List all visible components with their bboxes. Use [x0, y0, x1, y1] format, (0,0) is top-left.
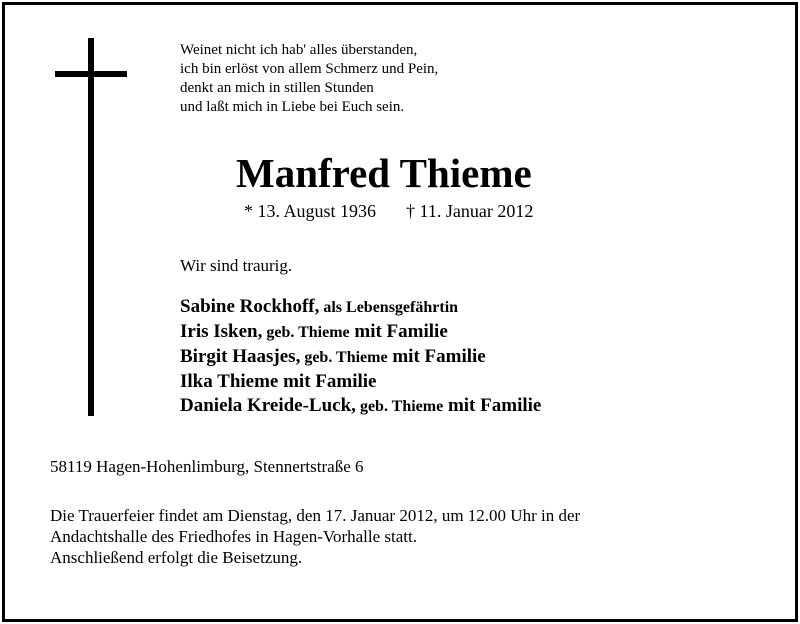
funeral-line: Die Trauerfeier findet am Dienstag, den 17. Januar 2012, um 12.00 Uhr in der	[50, 506, 581, 525]
birth-date: * 13. August 1936	[244, 201, 377, 221]
life-dates	[244, 200, 533, 222]
funeral-info	[50, 505, 580, 568]
mourning-line: Wir sind traurig.	[180, 256, 293, 275]
mourner-family: mit Familie	[349, 321, 448, 342]
poem-line: denkt an mich in stillen Stunden	[180, 80, 374, 96]
death-date: † 11. Januar 2012	[406, 201, 534, 221]
mourner-family: mit Familie	[443, 395, 542, 416]
mourner-name: Daniela Kreide-Luck,	[180, 395, 356, 416]
mourner-family: mit Familie	[387, 346, 486, 367]
mourner-relation: geb. Thieme	[355, 398, 444, 415]
address: 58119 Hagen-Hohenlimburg, Stennertstraße 6	[50, 457, 364, 476]
mourners-list	[180, 295, 541, 419]
deceased-name: Manfred Thieme	[236, 150, 532, 196]
funeral-line: Anschließend erfolgt die Beisetzung.	[50, 548, 303, 567]
mourner-name: Iris Isken,	[180, 321, 263, 342]
mourner-relation: als Lebensgefährtin	[319, 299, 459, 316]
mourner-row	[180, 320, 541, 345]
mourner-name: Sabine Rockhoff,	[180, 296, 320, 317]
poem-line: ich bin erlöst von allem Schmerz und Pein,	[180, 61, 439, 77]
mourner-relation: geb. Thieme	[300, 349, 388, 366]
mourner-relation: geb. Thieme	[262, 324, 350, 341]
cross-horizontal-bar	[55, 71, 127, 77]
mourner-row	[180, 370, 541, 394]
funeral-line: Andachtshalle des Friedhofes in Hagen-Vorhalle statt.	[50, 527, 417, 546]
poem	[180, 41, 438, 117]
cross-vertical-bar	[88, 38, 94, 416]
mourner-name: Birgit Haasjes,	[180, 346, 301, 367]
mourner-row	[180, 394, 541, 419]
poem-line: Weinet nicht ich hab' alles überstanden,	[180, 42, 418, 58]
mourner-row	[180, 345, 541, 370]
poem-line: und laßt mich in Liebe bei Euch sein.	[180, 99, 405, 115]
mourner-row	[180, 295, 541, 320]
mourner-family: mit Familie	[278, 371, 377, 392]
mourner-name: Ilka Thieme	[180, 371, 279, 392]
